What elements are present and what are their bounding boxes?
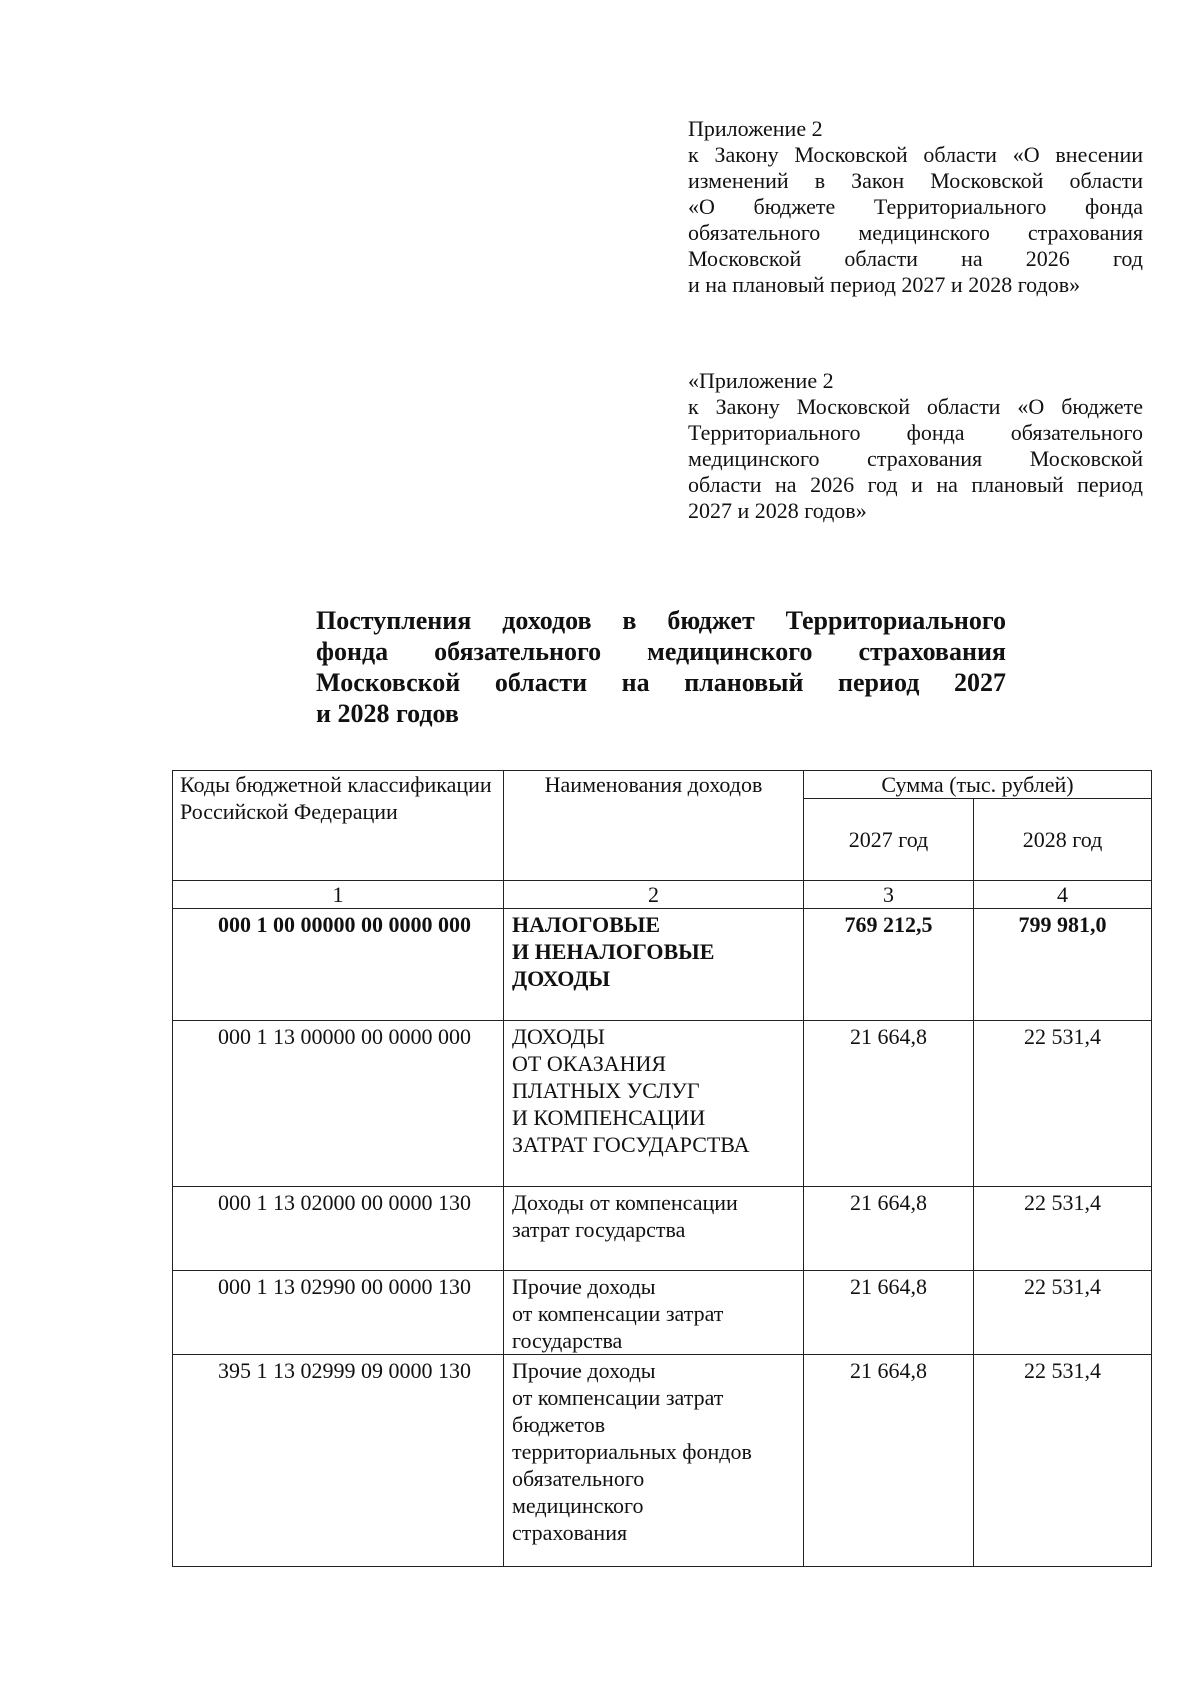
row-name-line: И НЕНАЛОГОВЫЕ	[512, 939, 715, 964]
row-name-line: Прочие доходы	[512, 1358, 656, 1383]
table-row	[173, 909, 1152, 1021]
row-name	[504, 909, 804, 1021]
original-appendix-line: «Приложение 2	[688, 368, 834, 393]
row-value-2027: 21 664,8	[804, 1271, 974, 1355]
row-code: 000 1 13 02990 00 0000 130	[173, 1271, 504, 1355]
document-title	[316, 605, 1006, 729]
row-name	[504, 1355, 804, 1567]
row-name-line: ПЛАТНЫХ УСЛУГ	[512, 1078, 700, 1103]
row-value-2028: 22 531,4	[974, 1187, 1152, 1271]
row-name-line: страхования	[512, 1520, 628, 1545]
row-name-line: ЗАТРАТ ГОСУДАРСТВА	[512, 1132, 750, 1157]
appendix-note	[688, 116, 1143, 298]
row-name-line: обязательного	[512, 1466, 645, 1491]
header-sum: Сумма (тыс. рублей)	[804, 771, 1152, 799]
row-value-2028: 22 531,4	[974, 1271, 1152, 1355]
row-name-line: государства	[512, 1328, 623, 1353]
header-year-2028: 2028 год	[974, 799, 1152, 881]
row-code: 000 1 13 02000 00 0000 130	[173, 1187, 504, 1271]
row-name-line: ОТ ОКАЗАНИЯ	[512, 1051, 667, 1076]
header-codes: Коды бюджетной классификации Российской Федерации	[173, 771, 504, 881]
title-line: и 2028 годов	[316, 699, 459, 728]
appendix-note-line: Приложение 2	[688, 116, 823, 141]
row-value-2027: 769 212,5	[804, 909, 974, 1021]
row-code: 000 1 00 00000 00 0000 000	[173, 909, 504, 1021]
table-row	[173, 1021, 1152, 1187]
row-name-line: Доходы от компенсации	[512, 1190, 738, 1215]
original-appendix-line: области на 2026 год и на плановый период	[688, 472, 1143, 497]
row-name-line: от компенсации затрат	[512, 1301, 724, 1326]
revenue-table	[172, 770, 1152, 1567]
table-row	[173, 1271, 1152, 1355]
row-name	[504, 1021, 804, 1187]
original-appendix-line: Территориального фонда обязательного	[688, 420, 1143, 445]
header-year-2027: 2027 год	[804, 799, 974, 881]
row-value-2028: 799 981,0	[974, 909, 1152, 1021]
row-name-line: НАЛОГОВЫЕ	[512, 912, 661, 937]
row-value-2028: 22 531,4	[974, 1355, 1152, 1567]
row-name	[504, 1187, 804, 1271]
original-appendix-line: к Закону Московской области «О бюджете	[688, 394, 1143, 419]
row-name-line: ДОХОДЫ	[512, 966, 611, 991]
row-code: 395 1 13 02999 09 0000 130	[173, 1355, 504, 1567]
row-name-line: И КОМПЕНСАЦИИ	[512, 1105, 706, 1130]
row-name-line: территориальных фондов	[512, 1439, 752, 1464]
appendix-note-line: «О бюджете Территориального фонда	[688, 194, 1143, 219]
appendix-note-line: изменений в Закон Московской области	[688, 168, 1143, 193]
table-row	[173, 1355, 1152, 1567]
row-name-line: от компенсации затрат	[512, 1385, 724, 1410]
row-name-line: медицинского	[512, 1493, 644, 1518]
header-names: Наименования доходов	[504, 771, 804, 881]
original-appendix-note	[688, 368, 1143, 524]
row-name-line: затрат государства	[512, 1217, 686, 1242]
appendix-note-line: к Закону Московской области «О внесении	[688, 142, 1143, 167]
row-name	[504, 1271, 804, 1355]
table-row	[173, 1187, 1152, 1271]
original-appendix-line: 2027 и 2028 годов»	[688, 498, 867, 523]
title-line: фонда обязательного медицинского страхования	[316, 637, 1006, 666]
row-value-2028: 22 531,4	[974, 1021, 1152, 1187]
appendix-note-line: Московской области на 2026 год	[688, 246, 1143, 271]
appendix-note-line: и на плановый период 2027 и 2028 годов»	[688, 272, 1081, 297]
row-name-line: Прочие доходы	[512, 1274, 656, 1299]
row-code: 000 1 13 00000 00 0000 000	[173, 1021, 504, 1187]
original-appendix-line: медицинского страхования Московской	[688, 446, 1143, 471]
column-number: 4	[974, 881, 1152, 909]
title-line: Московской области на плановый период 2027	[316, 668, 1006, 697]
row-name-line: бюджетов	[512, 1412, 606, 1437]
title-line: Поступления доходов в бюджет Территориального	[316, 606, 1006, 635]
row-value-2027: 21 664,8	[804, 1355, 974, 1567]
column-number: 1	[173, 881, 504, 909]
row-value-2027: 21 664,8	[804, 1187, 974, 1271]
appendix-note-line: обязательного медицинского страхования	[688, 220, 1143, 245]
column-number: 3	[804, 881, 974, 909]
row-value-2027: 21 664,8	[804, 1021, 974, 1187]
column-number: 2	[504, 881, 804, 909]
row-name-line: ДОХОДЫ	[512, 1024, 605, 1049]
